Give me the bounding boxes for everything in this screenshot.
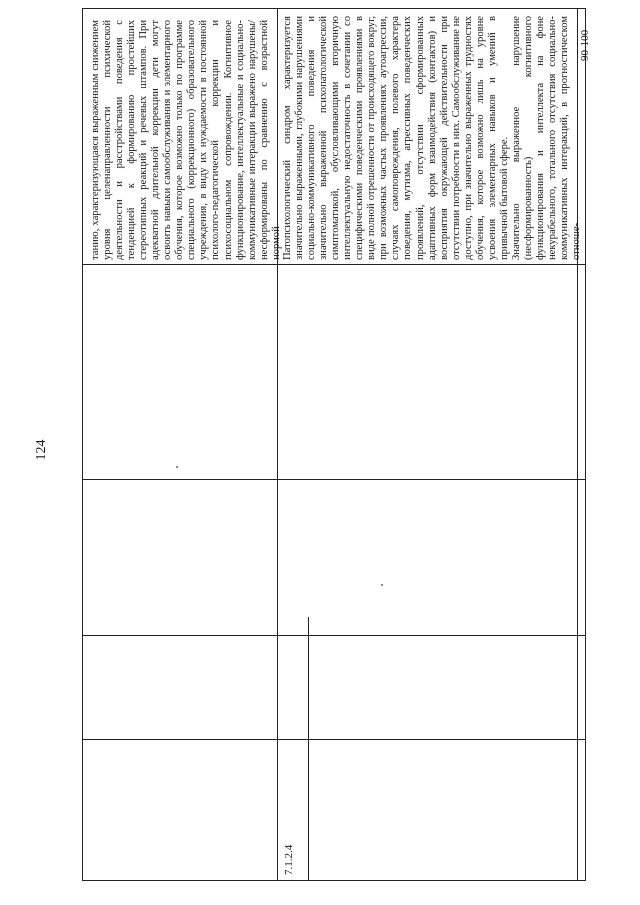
paragraph: танию, характеризующаяся выраженным снижением уровня целенаправленности психической деятельности и расстройствами поведения с тенденцией к формированию простейших стереотипных реакций и речевых штампов. При адекватной длительной коррекции дети могут освоить навыки самообслуживания и элементарного обучения, которое возможно только по программе специального (коррекционного) образовательного учреждения, в виду их нуждаемости в постоянной психолого-педагогической коррекции и психосоциальном сопровождении. Когнитивное функционирование, интеллектуальные и социально-коммуникативные интеракции выражено нарушены/несформированы по сравнению с возрастной нормой: [90, 20, 282, 260]
scan-speck: [381, 584, 383, 586]
row-percent: 90-100: [579, 29, 591, 61]
row-code-cell: [283, 815, 295, 875]
row-continuation-cell: [90, 20, 282, 260]
row-percent-cell: [580, 13, 591, 61]
column-divider: [308, 617, 309, 880]
row-description-text: [282, 16, 583, 260]
row-code: 7.1.2.4: [283, 844, 295, 875]
paragraph: Значительно выраженное нарушение (несформированность) когнитивного функционирования и интеллекта на фоне некурабельного, тотального отсутствия социально-коммуникативных интеракций, в прогностическом отноше-: [510, 16, 583, 260]
row-description-cell: [282, 16, 583, 260]
row-continuation-text: [90, 20, 283, 260]
criteria-table: [82, 8, 591, 881]
scan-speck: [176, 466, 178, 468]
page-number: 124: [34, 439, 49, 461]
paragraph: Патопсихологический синдром характеризуется значительно выраженными, глубокими нарушениями социально-коммуникативного поведения и значительно выраженной психопатологической симптоматикой, обусловливающими вторичную интеллектуальную недостаточность в сочетании со специфическими поведенческими проявлениями в виде полной отрешенности от происходящего вокруг, при возможных частых проявлениях аутоагрессии, случаях самоповреждения, полевого характера поведения, мутизма, агрессивных поведенческих проявлений, отсутствии сформированных адаптивных форм взаимодействия (контактов) и восприятия окружающей действительности при отсутствии потребности в них. Самообслуживание не доступно, при значительно выраженных трудностях обучения, которое возможно лишь на уровне усвоения элементарных навыков и умений в привычной бытовой сфере.: [282, 16, 510, 260]
row-divider: [83, 739, 585, 740]
row-divider: [83, 264, 585, 265]
row-divider: [83, 635, 585, 636]
row-divider: [83, 479, 585, 480]
